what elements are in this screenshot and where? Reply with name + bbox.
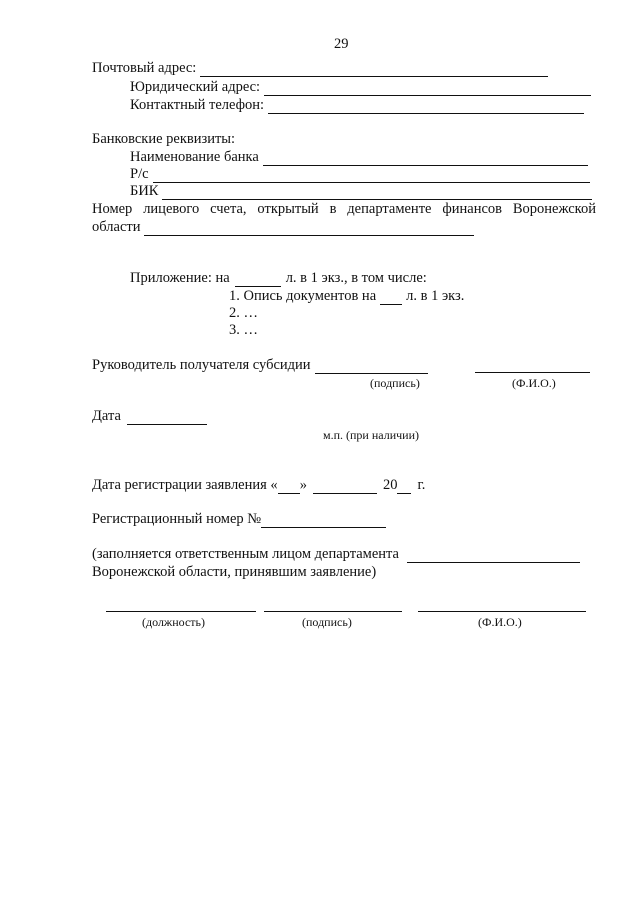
date-label: Дата [92,408,121,424]
registration-day-field[interactable] [278,480,300,494]
appendix-sheets-field[interactable] [235,273,281,287]
registration-number-label: Регистрационный номер № [92,511,262,527]
filled-by-line1: (заполняется ответственным лицом департамента [92,546,399,562]
filled-by-row [92,546,580,563]
bank-name-label: Наименование банка [130,149,259,165]
bank-details-label: Банковские реквизиты: [92,131,236,147]
registration-date-prefix: Дата регистрации заявления « [92,477,278,493]
legal-address-label: Юридический адрес: [130,79,261,95]
registration-month-field[interactable] [313,480,377,494]
position-caption: (должность) [142,615,205,629]
head-signature-field[interactable] [315,360,428,374]
postal-address-label: Почтовый адрес: [92,60,197,76]
appendix-prefix: Приложение: на [130,270,230,286]
bank-name-row [130,149,588,166]
bik-label: БИК [130,183,159,199]
bik-field[interactable] [162,186,592,200]
legal-address-row [130,79,591,96]
legal-address-field[interactable] [264,82,591,96]
appendix-item1-suffix: л. в 1 экз. [406,288,465,304]
bik-row [130,183,592,200]
registration-number-field[interactable] [261,514,386,528]
appendix-item1 [229,288,464,305]
postal-address-row [92,60,548,77]
registration-number-row [92,511,386,528]
stamp-caption: м.п. (при наличии) [323,428,419,442]
filled-by-line2: Воронежской области, принявшим заявление) [92,564,377,580]
appendix-row [130,270,427,287]
position-field[interactable] [106,611,256,612]
registration-year-field[interactable] [397,480,411,494]
appendix-item1-sheets-field[interactable] [380,291,402,305]
signature-caption: (подпись) [370,376,420,390]
personal-account-line2: области [92,219,141,235]
personal-account-line1: Номер лицевого счета, открытый в департаменте финансов Воронежской [92,201,596,217]
date-row [92,408,207,425]
date-field[interactable] [127,411,207,425]
fio-field[interactable] [418,611,586,612]
registration-date-suffix: г. [417,477,426,493]
appendix-item1-prefix: 1. Опись документов на [229,288,377,304]
registration-date-mid: » [299,477,307,493]
appendix-suffix: л. в 1 экз., в том числе: [285,270,427,286]
head-recipient-label: Руководитель получателя субсидии [92,357,311,373]
page-number: 29 [334,36,349,52]
fio-caption: (Ф.И.О.) [512,376,556,390]
account-row [130,166,590,183]
fio-caption-bottom: (Ф.И.О.) [478,615,522,629]
contact-phone-row [130,97,584,114]
contact-phone-label: Контактный телефон: [130,97,265,113]
filled-by-field[interactable] [407,549,580,563]
bank-name-field[interactable] [263,152,588,166]
appendix-item3: 3. … [229,322,258,338]
registration-date-year: 20 [382,477,398,493]
personal-account-row [92,219,474,236]
signature-caption-bottom: (подпись) [302,615,352,629]
signature-field[interactable] [264,611,402,612]
registration-date-row [92,477,425,494]
appendix-item2: 2. … [229,305,258,321]
account-field[interactable] [153,169,590,183]
contact-phone-field[interactable] [268,100,584,114]
head-fio-field[interactable] [475,372,590,373]
postal-address-field[interactable] [200,63,548,77]
head-recipient-row [92,357,428,374]
personal-account-field[interactable] [144,222,474,236]
account-label: Р/с [130,166,149,182]
